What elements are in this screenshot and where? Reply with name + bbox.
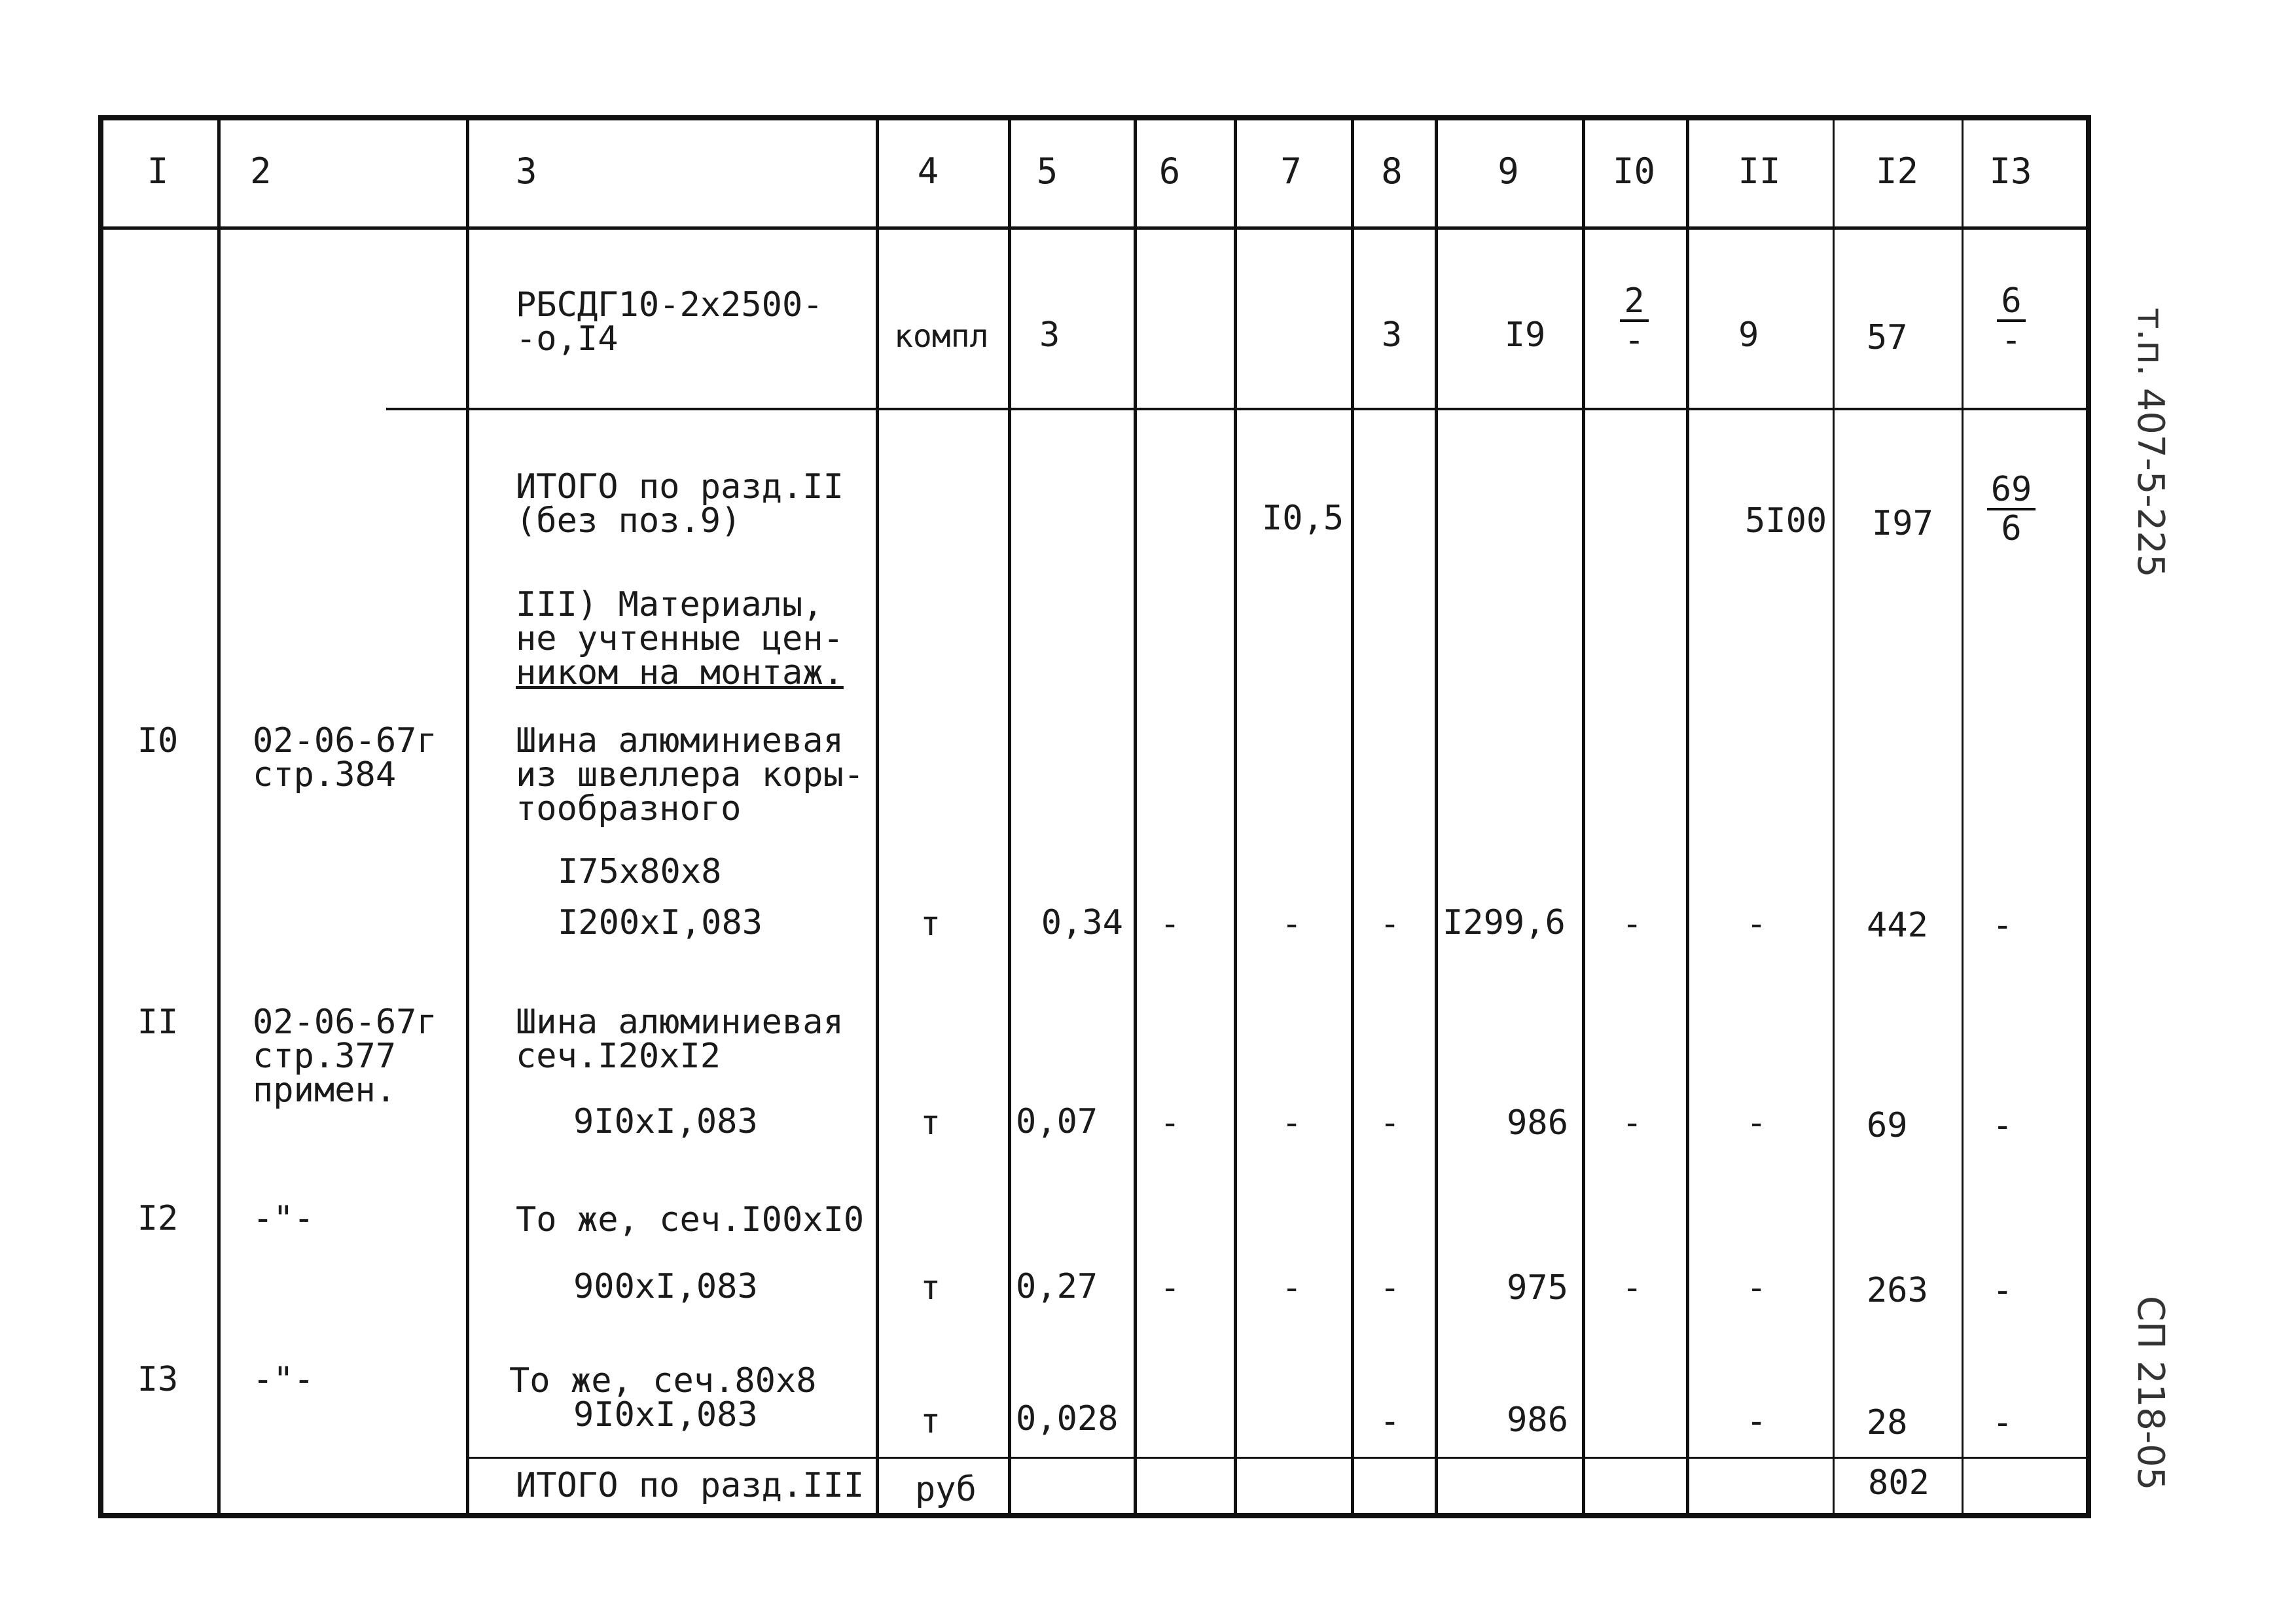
section3-heading-line: ником на монтаж. (516, 653, 844, 692)
row-col6: - (1160, 904, 1181, 944)
col-divider (1008, 115, 1011, 1518)
row-name (516, 1003, 844, 1076)
row-col7: - (1282, 904, 1302, 944)
total2-label (516, 467, 844, 541)
header-col-9: 9 (1498, 151, 1519, 192)
row-ref (253, 721, 437, 794)
col-divider (876, 115, 879, 1518)
row-col13: - (1992, 1271, 2013, 1310)
row-ref-line: стр.384 (253, 755, 397, 794)
header-col-12: I2 (1875, 151, 1919, 192)
row-ref: -"- (253, 1360, 314, 1399)
row-unit: т (920, 1268, 941, 1308)
row-calc: 9I0хI,083 (573, 1395, 758, 1435)
row-calc: 9I0хI,083 (573, 1102, 758, 1141)
col-divider (1833, 115, 1835, 1518)
row-col9: 975 (1507, 1268, 1568, 1308)
row-ref-line: примен. (253, 1071, 397, 1110)
row-pos: I0 (137, 721, 179, 760)
row-ref-line: стр.377 (253, 1037, 397, 1076)
table-frame (98, 115, 2091, 1518)
rbsd-col10-fraction (1605, 281, 1664, 359)
header-col-7: 7 (1280, 151, 1302, 192)
section3-heading-line: III) Материалы, (516, 585, 823, 624)
row-col8: - (1380, 1103, 1401, 1143)
row-name (516, 721, 865, 829)
row-col12: 28 (1867, 1403, 1908, 1442)
row-ref-line: 02-06-67г (253, 721, 437, 760)
row-col8: - (1380, 904, 1401, 944)
row-col6: - (1160, 1103, 1181, 1143)
row-col12: 442 (1867, 906, 1928, 945)
header-col-2: 2 (250, 151, 272, 192)
header-col-8: 8 (1381, 151, 1403, 192)
rbsd-col8: 3 (1381, 315, 1403, 355)
rbsd-name-line: РБСДГ10-2х2500- (516, 285, 823, 325)
header-col-4: 4 (917, 151, 939, 192)
row-col10: - (1622, 904, 1643, 944)
row-calc: I200хI,083 (558, 903, 763, 942)
row-col7: - (1282, 1268, 1302, 1308)
rbsd-col13-fraction (1982, 281, 2041, 359)
row-col12: 69 (1867, 1106, 1908, 1145)
row-col5: 0,34 (1041, 903, 1123, 942)
row-col13: - (1992, 1106, 2013, 1145)
row-col11: - (1746, 1103, 1767, 1143)
row-col5: 0,028 (1016, 1399, 1119, 1438)
rbsd-name-line: -о,I4 (516, 319, 619, 359)
col-divider (217, 115, 221, 1518)
row-name-line: из швеллера коры- (516, 755, 865, 794)
row-col13: - (1992, 1403, 2013, 1442)
row-col10: - (1622, 1103, 1643, 1143)
col-divider (1686, 115, 1689, 1518)
row-divider (466, 1457, 2091, 1459)
section3-heading-line: не учтенные цен- (516, 619, 844, 658)
row-name-line: тообразного (516, 789, 742, 829)
row-name-line: Шина алюминиевая (516, 1003, 844, 1042)
row-calc: I75х80х8 (558, 852, 722, 891)
col-divider (1962, 115, 1964, 1518)
side-document-code: т.п. 407-5-225 (2129, 308, 2172, 578)
col-divider (1234, 115, 1237, 1518)
row-col11: - (1746, 904, 1767, 944)
row-col11: - (1746, 1402, 1767, 1441)
total3-unit: руб (915, 1470, 977, 1509)
total2-col7: I0,5 (1262, 499, 1344, 538)
col-divider (1582, 115, 1585, 1518)
row-col11: - (1746, 1268, 1767, 1308)
col-divider (1435, 115, 1438, 1518)
rbsd-col9: I9 (1504, 315, 1546, 355)
fraction-denominator: 6 (2001, 509, 2022, 548)
row-ref: -"- (253, 1199, 314, 1238)
row-pos: II (137, 1003, 179, 1042)
rbsd-unit: компл (894, 318, 989, 355)
row-ref (253, 1003, 437, 1110)
row-name: То же, сеч.I00хI0 (516, 1200, 865, 1240)
row-col13: - (1992, 906, 2013, 945)
row-divider (386, 408, 2091, 410)
header-col-10: I0 (1612, 151, 1656, 192)
rbsd-col12: 57 (1867, 318, 1908, 357)
col-divider (1134, 115, 1137, 1518)
rbsd-col5: 3 (1039, 315, 1060, 355)
row-col5: 0,27 (1016, 1267, 1098, 1306)
side-sheet-number: СП 218-05 (2129, 1296, 2172, 1491)
fraction-numerator: 69 (1987, 471, 2036, 510)
row-col5: 0,07 (1016, 1102, 1098, 1141)
rbsd-name (516, 285, 823, 359)
row-col9: 986 (1507, 1103, 1568, 1143)
row-col9: I299,6 (1443, 903, 1566, 942)
total3-col12: 802 (1868, 1463, 1929, 1503)
row-unit: т (920, 904, 941, 944)
fraction-denominator: - (1624, 321, 1645, 360)
fraction-denominator: - (2001, 321, 2022, 360)
row-col8: - (1380, 1268, 1401, 1308)
header-col-11: II (1738, 151, 1781, 192)
row-name: То же, сеч.80х8 (509, 1361, 817, 1400)
header-col-5: 5 (1036, 151, 1058, 192)
row-col9: 986 (1507, 1400, 1568, 1440)
header-divider (98, 226, 2091, 230)
total2-col12: I97 (1872, 504, 1933, 543)
total2-label-line: ИТОГО по разд.II (516, 467, 844, 507)
total3-label: ИТОГО по разд.III (516, 1466, 865, 1505)
row-col10: - (1622, 1268, 1643, 1308)
rbsd-col11: 9 (1738, 315, 1759, 355)
header-col-6: 6 (1158, 151, 1181, 192)
header-col-13: I3 (1989, 151, 2032, 192)
col-divider (466, 115, 469, 1518)
row-unit: т (920, 1402, 941, 1441)
row-col7: - (1282, 1103, 1302, 1143)
row-unit: т (920, 1103, 941, 1143)
total2-col13-fraction (1982, 470, 2041, 547)
fraction-numerator: 6 (1997, 283, 2025, 322)
row-col6: - (1160, 1268, 1181, 1308)
header-col-3: 3 (516, 151, 537, 192)
row-pos: I2 (137, 1199, 179, 1238)
row-pos: I3 (137, 1360, 179, 1399)
row-name-line: сеч.I20хI2 (516, 1037, 721, 1076)
row-col8: - (1380, 1402, 1401, 1441)
row-name-line: Шина алюминиевая (516, 721, 844, 760)
row-calc: 900хI,083 (573, 1267, 758, 1306)
row-col12: 263 (1867, 1271, 1928, 1310)
total2-col11: 5I00 (1745, 501, 1827, 541)
section3-heading (516, 585, 844, 692)
fraction-numerator: 2 (1620, 283, 1648, 322)
total2-label-line: (без поз.9) (516, 501, 742, 541)
row-ref-line: 02-06-67г (253, 1003, 437, 1042)
header-col-1: I (147, 151, 169, 192)
